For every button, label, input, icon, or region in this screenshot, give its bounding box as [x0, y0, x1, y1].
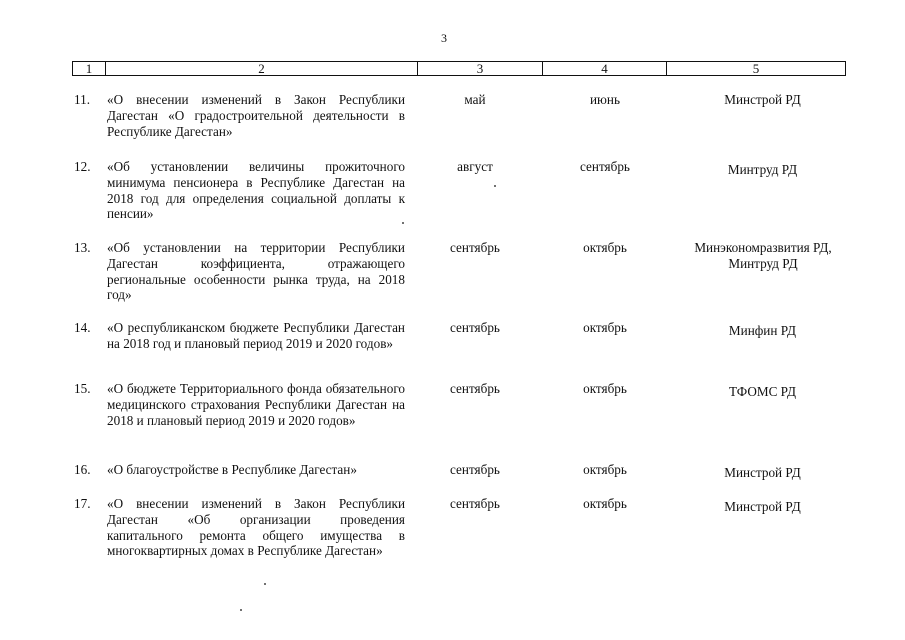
- row-start: сентябрь: [450, 320, 500, 335]
- row-number: 12.: [74, 159, 91, 174]
- row-number: 11.: [74, 92, 90, 107]
- row-title: «О республиканском бюджете Республики Дагестан на 2018 год и плановый период 2019 и 2020 годов»: [107, 320, 405, 351]
- header-col-1: 1: [73, 62, 106, 75]
- row-end: октябрь: [583, 496, 627, 511]
- row-title: «О благоустройстве в Республике Дагестан»: [107, 462, 357, 477]
- header-col-5: 5: [752, 61, 760, 76]
- row-number: 13.: [74, 240, 91, 255]
- page-number: 3: [441, 31, 447, 45]
- row-end: октябрь: [583, 320, 627, 335]
- header-col-2: 2: [106, 62, 418, 75]
- row-title: «Об установлении величины прожиточного минимума пенсионера в Республике Дагестан на 2018 год для определения социальной доплаты к пенсии»: [107, 159, 405, 222]
- row-start: сентябрь: [450, 381, 500, 396]
- row-end: сентябрь: [580, 159, 630, 174]
- row-responsible: Минстрой РД: [724, 465, 801, 480]
- row-start: сентябрь: [450, 462, 500, 477]
- table-header: [72, 61, 846, 76]
- row-start: август: [457, 159, 493, 174]
- row-start: май: [464, 92, 486, 107]
- scan-speck: [264, 583, 266, 585]
- row-responsible: Минфин РД: [728, 323, 797, 338]
- header-col-3: 3: [418, 62, 543, 75]
- row-start: сентябрь: [450, 496, 500, 511]
- row-responsible: Минстрой РД: [724, 92, 801, 107]
- row-title: «О бюджете Территориального фонда обязательного медицинского страхования Республики Дагестан на 2018 и плановый период 2019 и 2020 годов»: [107, 381, 405, 428]
- row-end: октябрь: [583, 381, 627, 396]
- row-title: «Об установлении на территории Республики Дагестан коэффициента, отражающего региональные особенности рынка труда, на 2018 год»: [107, 240, 405, 303]
- row-number: 15.: [74, 381, 91, 396]
- row-title: «О внесении изменений в Закон Республики Дагестан «Об организации проведения капитального ремонта общего имущества в многоквартирных домах в Республике Дагестан»: [107, 496, 405, 559]
- row-responsible: ТФОМС РД: [728, 384, 797, 399]
- header-col-4: 4: [543, 62, 667, 75]
- row-responsible: Минэкономразвития РД, Минтруд РД: [694, 240, 832, 271]
- row-number: 14.: [74, 320, 91, 335]
- row-end: октябрь: [583, 240, 627, 255]
- row-title: «О внесении изменений в Закон Республики Дагестан «О градостроительной деятельности в Республике Дагестан»: [107, 92, 405, 139]
- row-number: 17.: [74, 496, 91, 511]
- row-responsible: Минтруд РД: [727, 162, 798, 177]
- scan-speck: [402, 222, 404, 224]
- row-end: июнь: [590, 92, 620, 107]
- scan-speck: [240, 609, 242, 611]
- scan-speck: [494, 185, 496, 187]
- row-responsible: Минстрой РД: [724, 499, 801, 514]
- row-number: 16.: [74, 462, 91, 477]
- row-end: октябрь: [583, 462, 627, 477]
- row-start: сентябрь: [450, 240, 500, 255]
